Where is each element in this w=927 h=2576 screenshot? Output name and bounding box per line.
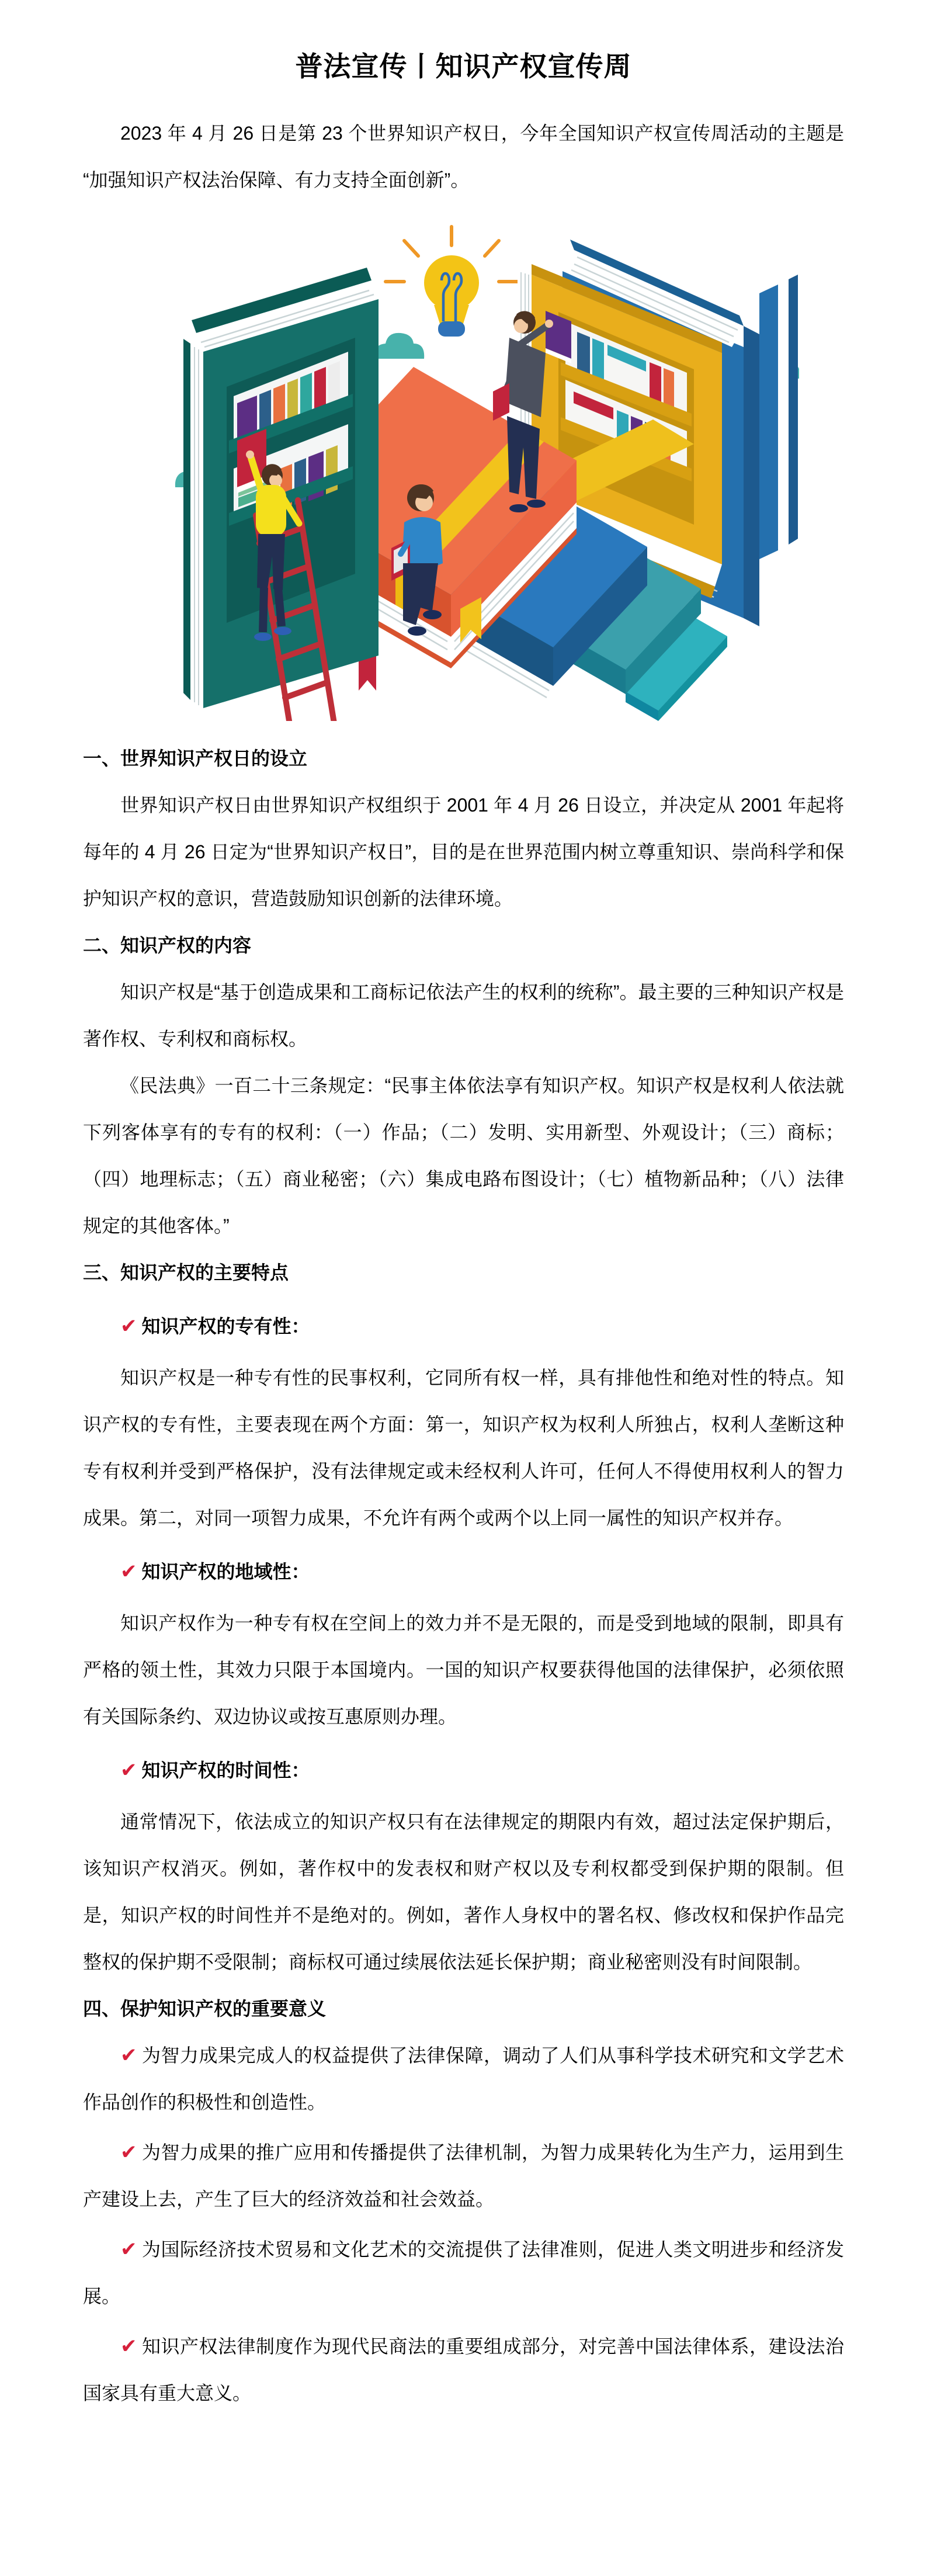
- bullet-text: 知识产权法律制度作为现代民商法的重要组成部分，对完善中国法律体系，建设法治国家具有重大意义。: [83, 2336, 844, 2404]
- feature-paragraph-territoriality: 知识产权作为一种专有权在空间上的效力并不是无限的，而是受到地域的限制，即具有严格的领土性，其效力只限于本国境内。一国的知识产权要获得他国的法律保护，必须依照有关国际条约、双边协议或按互惠原则办理。: [83, 1613, 844, 1727]
- feature-label-text: 知识产权的专有性：: [141, 1316, 310, 1337]
- section-heading-4: 四、保护知识产权的重要意义: [83, 1998, 327, 2019]
- bullet-text: 为智力成果完成人的权益提供了法律保障，调动了人们从事科学技术研究和文学艺术作品创作的积极性和创造性。: [83, 2045, 844, 2113]
- check-icon: ✔: [120, 1315, 137, 1337]
- section-heading-2: 二、知识产权的内容: [83, 935, 252, 956]
- feature-paragraph-exclusivity: 知识产权是一种专有性的民事权利，它同所有权一样，具有排他性和绝对性的特点。知识产权的专有性，主要表现在两个方面：第一，知识产权为权利人所独占，权利人垄断这种专有权利并受到严格保护，没有法律规定或未经权利人许可，任何人不得使用权利人的智力成果。第二，对同一项智力成果，不允许有两个或两个以上同一属性的知识产权并存。: [83, 1367, 844, 1528]
- light-bulb-icon: [386, 227, 518, 337]
- check-icon: ✔: [120, 2335, 137, 2357]
- check-icon: ✔: [120, 2238, 137, 2260]
- section-1-paragraph: 世界知识产权日由世界知识产权组织于 2001 年 4 月 26 日设立，并决定从 2001 年起将每年的 4 月 26 日定为“世界知识产权日”，目的是在世界范围内树立尊重知识、崇尚科学和保护知识产权的意识，营造鼓励知识创新的法律环境。: [83, 795, 844, 909]
- check-icon: ✔: [120, 2141, 137, 2164]
- intro-paragraph: 2023 年 4 月 26 日是第 23 个世界知识产权日，今年全国知识产权宣传周活动的主题是“加强知识产权法治保障、有力支持全面创新”。: [83, 123, 844, 190]
- page-title: 普法宣传丨知识产权宣传周: [295, 51, 632, 82]
- feature-label-territoriality: [83, 1548, 844, 1595]
- feature-label-exclusivity: [83, 1303, 844, 1350]
- feature-label-text: 知识产权的地域性：: [141, 1561, 310, 1582]
- check-icon: ✔: [120, 2044, 137, 2067]
- books-illustration-svg: [168, 223, 799, 721]
- section-heading-1: 一、世界知识产权日的设立: [83, 748, 308, 769]
- significance-bullet-1: [83, 2032, 844, 2126]
- section-heading-3: 三、知识产权的主要特点: [83, 1262, 289, 1283]
- bullet-text: 为智力成果的推广应用和传播提供了法律机制，为智力成果转化为生产力，运用到生产建设上去，产生了巨大的经济效益和社会效益。: [83, 2142, 844, 2210]
- feature-label-text: 知识产权的时间性：: [141, 1760, 310, 1781]
- books-illustration: [168, 223, 799, 721]
- red-book-small-icon: [493, 383, 509, 421]
- section-2-paragraph-1: 知识产权是“基于创造成果和工商标记依法产生的权利的统称”。最主要的三种知识产权是著作权、专利权和商标权。: [83, 982, 844, 1049]
- check-icon: ✔: [120, 1561, 137, 1583]
- significance-bullet-4: [83, 2323, 844, 2416]
- section-2-paragraph-2: 《民法典》一百二十三条规定：“民事主体依法享有知识产权。知识产权是权利人依法就下列客体享有的专有的权利：（一）作品；（二）发明、实用新型、外观设计；（三）商标；（四）地理标志；（五）商业秘密；（六）集成电路布图设计；（七）植物新品种；（八）法律规定的其他客体。”: [83, 1075, 844, 1236]
- feature-label-time-limit: [83, 1747, 844, 1794]
- standing-book-edge-icon: [759, 275, 798, 559]
- significance-bullet-2: [83, 2129, 844, 2223]
- check-icon: ✔: [120, 1759, 137, 1781]
- feature-paragraph-time-limit: 通常情况下，依法成立的知识产权只有在法律规定的期限内有效，超过法定保护期后，该知识产权消灭。例如，著作权中的发表权和财产权以及专利权都受到保护期的限制。但是，知识产权的时间性并不是绝对的。例如，著作人身权中的署名权、修改权和保护作品完整权的保护期不受限制；商标权可通过续展依法延长保护期；商业秘密则没有时间限制。: [83, 1811, 844, 1972]
- significance-bullet-3: [83, 2226, 844, 2320]
- bullet-text: 为国际经济技术贸易和文化艺术的交流提供了法律准则，促进人类文明进步和经济发展。: [83, 2239, 844, 2307]
